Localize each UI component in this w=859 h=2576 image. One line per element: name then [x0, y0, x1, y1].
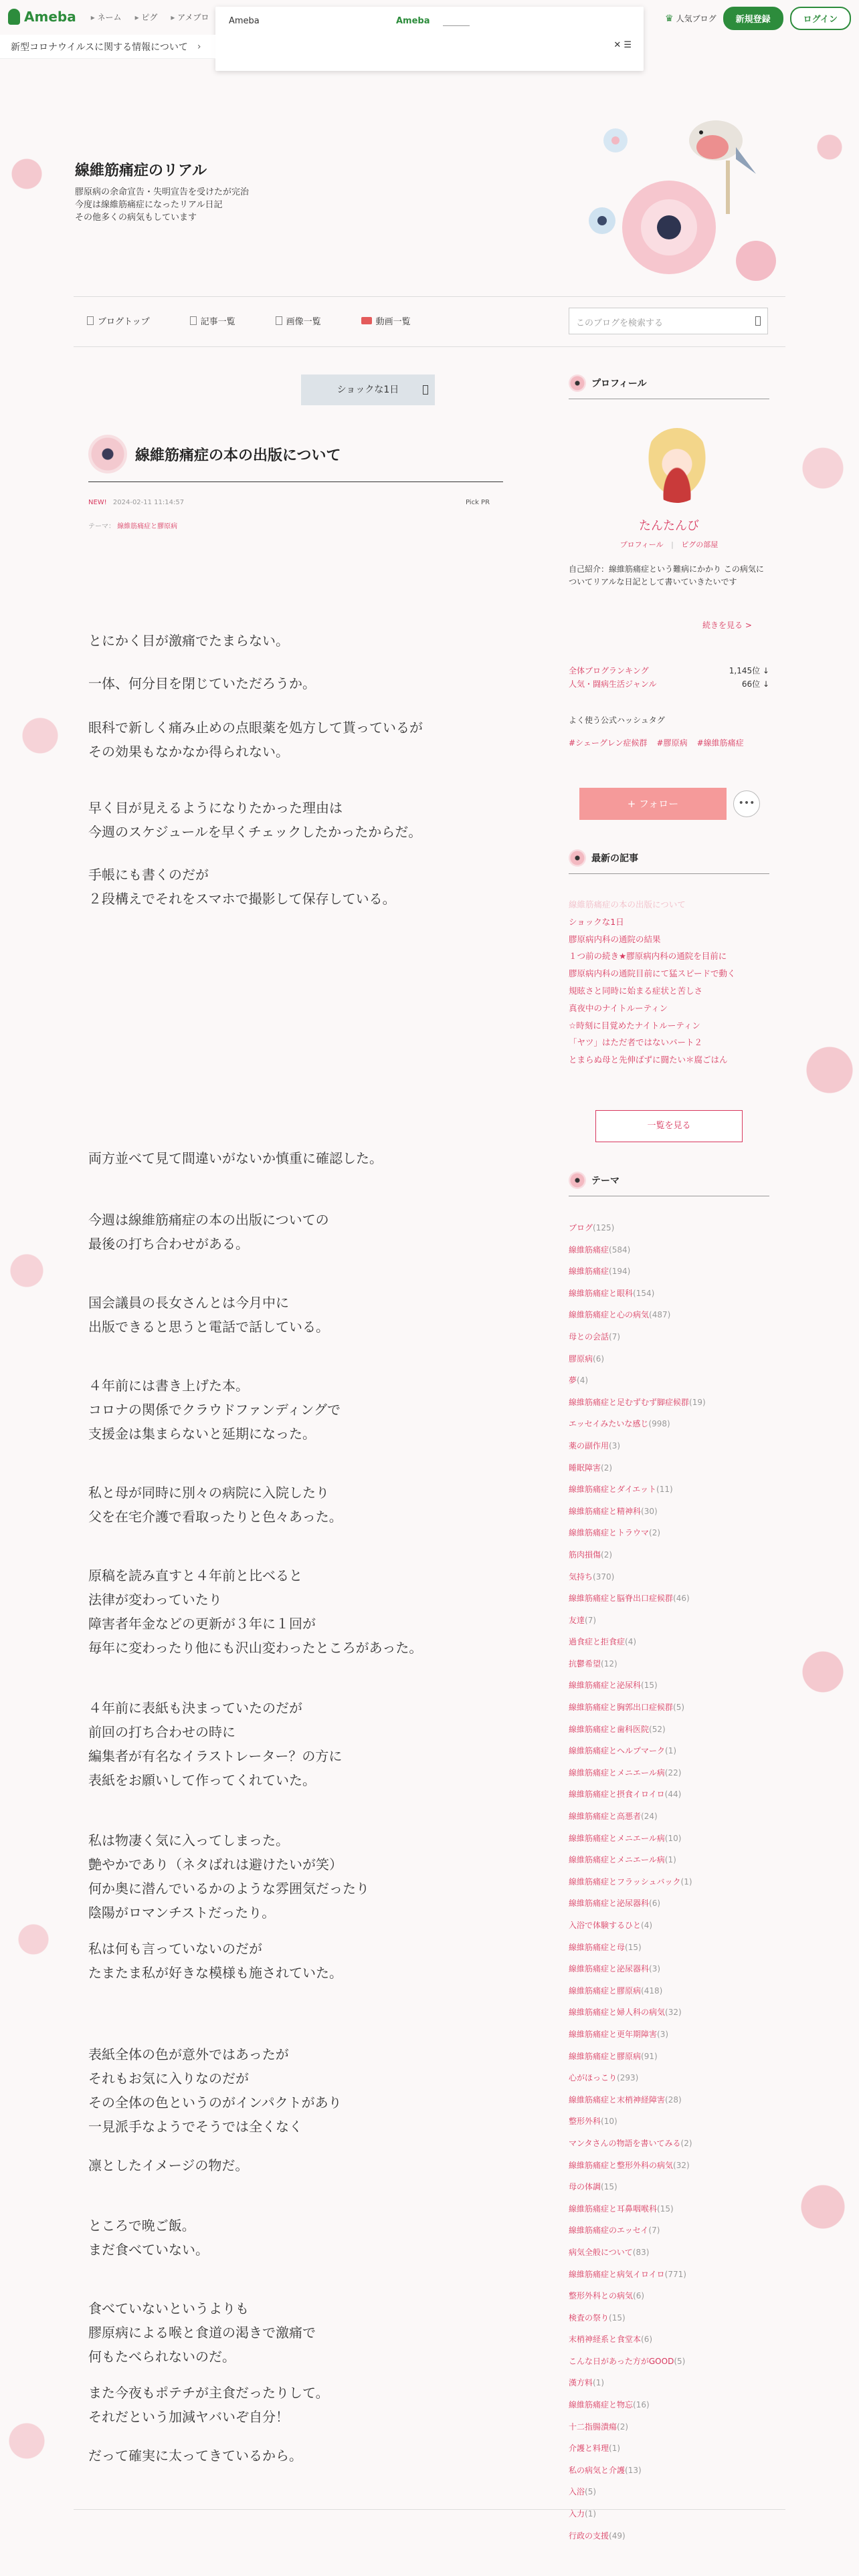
news-text: 新型コロナウイルスに関する情報について — [11, 41, 188, 53]
blog-nav — [87, 314, 411, 327]
theme-list — [569, 1217, 769, 2547]
top-link-pigg[interactable]: ▸ ピグ — [135, 11, 158, 23]
entry-paragraph — [88, 2381, 490, 2429]
theme-item[interactable]: 線維筋痛症と摂食イロイロ(44) — [569, 1790, 682, 1800]
recent-article-link[interactable]: ショックな1日 — [569, 916, 624, 927]
nav-blog-top[interactable]: ブログトップ — [87, 314, 150, 327]
entry-line: それもお気に入りなのだが — [88, 2070, 249, 2086]
entry-line: 最後の打ち合わせがある。 — [88, 1236, 249, 1252]
theme-item[interactable]: 整形外科(10) — [569, 2117, 617, 2127]
recent-article-link[interactable]: 線維筋痛症の本の出版について — [569, 899, 686, 909]
recent-heading: 最新の記事 — [569, 849, 769, 874]
pigg-room-link[interactable]: ピグの部屋 — [681, 540, 719, 549]
recent-article-link[interactable]: 真夜中のナイトルーティン — [569, 1002, 668, 1013]
top-link-name[interactable]: ▸ ネーム — [91, 11, 122, 23]
entry-header — [88, 435, 503, 475]
hashtag[interactable]: #線維筋痛症 — [696, 738, 744, 748]
entry-line: 早く目が見えるようになりたかった理由は — [88, 800, 343, 816]
entry-line: 凛としたイメージの物だ。 — [88, 2157, 249, 2173]
flower-icon — [88, 435, 127, 473]
theme-item[interactable]: 線維筋痛症と脳脊出口症候群(46) — [569, 1594, 690, 1604]
theme-item[interactable]: 友達(7) — [569, 1615, 597, 1625]
theme-item[interactable]: 線維筋痛症とメニエール病(10) — [569, 1833, 682, 1843]
entry-line: だって確実に太ってきているから。 — [88, 2448, 302, 2464]
entry-line: とにかく目が激痛でたまらない。 — [88, 633, 289, 649]
top-link-ameblo[interactable]: ▸ アメブロ — [171, 11, 209, 23]
theme-item[interactable]: 線維筋痛症とメニエール病(22) — [569, 1767, 682, 1778]
theme-item[interactable]: こんな日があった方がGOOD(5) — [569, 2356, 686, 2366]
entry-line: ４年前には書き上げた本。 — [88, 1378, 249, 1394]
theme-item[interactable]: 線維筋痛症と更年期障害(3) — [569, 2029, 669, 2039]
ranking-overall[interactable]: 全体ブログランキング 1,145位 ↓ — [569, 666, 769, 675]
entry-line: 陰陽がロマンチストだったり。 — [88, 1905, 276, 1921]
hashtag[interactable]: #シェーグレン症候群 — [569, 738, 648, 748]
profile-more-link[interactable]: 続きを見る > — [702, 621, 752, 630]
flower-icon — [569, 374, 586, 392]
entry-paragraph — [88, 863, 490, 911]
theme-item[interactable]: 線維筋痛症と母(15) — [569, 1942, 642, 1952]
theme-item[interactable]: 線維筋痛症と耳鼻咽喉科(15) — [569, 2204, 674, 2214]
entry-line: 前回の打ち合わせの時に — [88, 1724, 235, 1740]
more-options-button[interactable]: ••• — [733, 790, 760, 817]
entry-paragraph — [88, 1481, 490, 1529]
theme-item[interactable]: 気持ち(370) — [569, 1572, 615, 1582]
nav-divider-bottom — [74, 346, 785, 347]
theme-item[interactable]: 線維筋痛症と足むずむず脚症候群(19) — [569, 1397, 706, 1407]
theme-item[interactable]: 線維筋痛症と高悪者(24) — [569, 1812, 658, 1822]
theme-item[interactable]: 私の病気と介護(13) — [569, 2465, 642, 2475]
entry-line: 私と母が同時に別々の病院に入院したり — [88, 1485, 329, 1501]
flower-icon — [569, 1172, 586, 1189]
entry-line: 何か奥に潜んでいるかのような雰囲気だったり — [88, 1881, 369, 1897]
hashtag-title: よく使う公式ハッシュタグ — [569, 716, 665, 725]
entry-line: 表紙をお願いして作ってくれていた。 — [88, 1772, 316, 1788]
register-button[interactable]: 新規登録 — [723, 7, 783, 30]
theme-item[interactable]: 線維筋痛症と精神科(30) — [569, 1506, 658, 1516]
entry-paragraph — [88, 1564, 490, 1660]
theme-item[interactable]: 線維筋痛症と末梢神経障害(28) — [569, 2095, 682, 2105]
ameba-logo-icon — [8, 9, 20, 25]
blog-title[interactable]: 線維筋痛症のリアル — [75, 163, 207, 179]
recent-article-link[interactable]: 膠原病内科の通院の結果 — [569, 934, 661, 944]
theme-item[interactable]: 線維筋痛症とヘルプマーク(1) — [569, 1746, 677, 1756]
entry-line: 両方並べて見て間違いがないか慎重に確認した。 — [88, 1150, 383, 1166]
bookmark-icon — [423, 385, 428, 395]
entry-paragraph — [88, 1696, 490, 1792]
entry-paragraph — [88, 2296, 490, 2369]
entry-line: 父を在宅介護で看取ったりと色々あった。 — [88, 1509, 343, 1525]
theme-item[interactable]: 線維筋痛症と心の病気(487) — [569, 1310, 671, 1320]
theme-item[interactable]: エッセイみたいな感じ(998) — [569, 1419, 670, 1429]
entry-line: ２段構えでそれをスマホで撮影して保存している。 — [88, 891, 396, 907]
entry-line: コロナの関係でクラウドファンディングで — [88, 1402, 341, 1418]
profile-links: プロフィール | ピグの部屋 — [619, 540, 719, 549]
entry-line: その全体の色というのがインパクトがあり — [88, 2095, 342, 2111]
theme-item[interactable]: 線維筋痛症とメニエール病(1) — [569, 1855, 676, 1865]
entry-line: 食べていないというよりも — [88, 2300, 249, 2317]
entry-paragraph — [88, 1374, 490, 1446]
news-bar[interactable] — [0, 35, 215, 59]
hashtag[interactable]: #膠原病 — [656, 738, 688, 748]
theme-item[interactable]: 夢(4) — [569, 1376, 589, 1386]
theme-item[interactable]: 母との会話(7) — [569, 1331, 621, 1341]
follow-button[interactable]: + フォロー — [579, 788, 727, 820]
theme-item[interactable]: 病気全般について(83) — [569, 2247, 650, 2257]
entry-line: ところで晩ご飯。 — [88, 2218, 195, 2234]
entry-paragraph — [88, 796, 490, 844]
popup-label: Ameba — [229, 16, 260, 26]
entry-line: 今週のスケジュールを早くチェックしたかったからだ。 — [88, 824, 422, 840]
theme-item[interactable]: 母の体調(15) — [569, 2182, 617, 2192]
entry-date: NEW! 2024-02-11 11:14:57 — [88, 499, 185, 506]
entry-line: 今週は線維筋痛症の本の出版についての — [88, 1212, 329, 1228]
popular-blog-link[interactable]: ♛ 人気ブログ — [665, 13, 717, 24]
entry-paragraph — [88, 2042, 490, 2139]
nav-images[interactable]: 画像一覧 — [276, 314, 321, 327]
entry-line: 私は何も言っていないのだが — [88, 1941, 262, 1957]
theme-item[interactable]: 線維筋痛症と婦人科の病気(32) — [569, 2008, 682, 2018]
entry-paragraph — [88, 1208, 490, 1256]
entry-line: 膠原病による喉と食道の渇きで激痛で — [88, 2325, 316, 2341]
entry-title-rule — [88, 481, 503, 482]
nav-videos[interactable]: 動画一覧 — [361, 314, 411, 327]
theme-item[interactable]: 心がほっこり(293) — [569, 2073, 639, 2083]
theme-item[interactable]: ブログ(125) — [569, 1223, 615, 1232]
theme-item[interactable]: 検査の祭り(15) — [569, 2313, 626, 2323]
entry-line: 支援金は集まらないと延期になった。 — [88, 1426, 316, 1442]
theme-item[interactable]: 線維筋痛症と膠原病(91) — [569, 2051, 658, 2061]
recent-article-link[interactable]: とまらぬ母と先伸ばずに闘たい＊腐ごはん — [569, 1055, 728, 1065]
theme-item[interactable]: 介護と料理(1) — [569, 2444, 621, 2454]
pick-pr-link[interactable]: Pick PR — [466, 499, 490, 506]
recent-list — [569, 896, 769, 1069]
entry-line: ４年前に表紙も決まっていたのだが — [88, 1700, 302, 1716]
login-button[interactable]: ログイン — [790, 7, 851, 30]
theme-item[interactable]: 整形外科との病気(6) — [569, 2291, 645, 2301]
document-icon — [190, 316, 197, 325]
entry-paragraph — [88, 671, 490, 695]
theme-heading: テーマ — [569, 1172, 769, 1196]
entry-paragraph — [88, 629, 490, 653]
theme-item[interactable]: 膠原病(6) — [569, 1354, 605, 1364]
recent-article-link[interactable]: １つ前の続き★膠原病内科の通院を目前に — [569, 951, 727, 962]
ameba-logo[interactable]: Ameba — [8, 9, 76, 25]
theme-item[interactable]: 線維筋痛症と歯科医院(52) — [569, 1724, 666, 1734]
video-icon — [361, 317, 372, 324]
theme-item[interactable]: 線維筋痛症と物忘(16) — [569, 2400, 650, 2410]
entry-line: 手帳にも書くのだが — [88, 867, 209, 883]
entry-line: 法律が変わっていたり — [88, 1592, 222, 1608]
theme-item[interactable]: 行政の支援(49) — [569, 2531, 626, 2541]
view-all-button[interactable]: 一覧を見る — [595, 1110, 743, 1142]
theme-item[interactable]: 線維筋痛症と胸郭出口症候群(5) — [569, 1703, 685, 1713]
theme-item[interactable]: 入浴(5) — [569, 2487, 597, 2497]
entry-paragraph — [88, 1828, 490, 1925]
theme-item[interactable]: 線維筋痛症とトラウマ(2) — [569, 1528, 661, 1538]
entry-line: 一体、何分目を閉じていただろうか。 — [88, 675, 316, 691]
crown-icon: ♛ — [665, 13, 674, 24]
theme-item[interactable]: 線維筋痛症(584) — [569, 1245, 631, 1255]
profile-link[interactable]: プロフィール — [619, 540, 664, 549]
theme-item[interactable]: 線維筋痛症(194) — [569, 1267, 631, 1277]
entry-line: 何もたべられないのだ。 — [88, 2349, 235, 2365]
entry-paragraph — [88, 1937, 490, 1985]
theme-item[interactable]: 筋肉損傷(2) — [569, 1549, 613, 1560]
theme-item[interactable]: 薬の副作用(3) — [569, 1440, 621, 1451]
theme-item[interactable]: 末梢神経系と食堂本(6) — [569, 2335, 653, 2345]
theme-item[interactable]: 線維筋痛症と泌尿器科(3) — [569, 1964, 661, 1974]
entry-line: たまたま私が好きな模様も施されていた。 — [88, 1965, 343, 1981]
search-icon[interactable] — [755, 316, 761, 326]
flower-icon — [569, 849, 586, 867]
ranking-genre[interactable]: 人気・闘病生活ジャンル 66位 ↓ — [569, 679, 769, 689]
entry-paragraph — [88, 716, 490, 764]
theme-item[interactable]: 線維筋痛症のエッセイ(7) — [569, 2226, 660, 2236]
recent-article-link[interactable]: 膠原病内科の通院目前にて猛スピードで動く — [569, 968, 736, 979]
entry-line: 出版できると思うと電話で話している。 — [88, 1319, 329, 1335]
entry-line: 原稿を読み直すと４年前と比べると — [88, 1568, 302, 1584]
prev-entry-button[interactable]: ショックな1日 — [301, 374, 435, 405]
theme-item[interactable]: 入浴で体験するひと(4) — [569, 1921, 653, 1930]
theme-item[interactable]: 線維筋痛症と泌尿器科(6) — [569, 1899, 661, 1909]
entry-line: まだ食べていない。 — [88, 2242, 209, 2258]
theme-item[interactable]: 線維筋痛症と眼科(154) — [569, 1288, 655, 1298]
theme-item[interactable]: 抗鬱希望(12) — [569, 1658, 617, 1669]
entry-line: 表紙全体の色が意外ではあったが — [88, 2046, 289, 2062]
popup-close-icon[interactable]: ✕ ☰ — [613, 40, 632, 50]
theme-item[interactable]: 線維筋痛症と泌尿科(15) — [569, 1681, 658, 1691]
entry-line: 障害者年金などの更新が３年に１回が — [88, 1616, 316, 1632]
entry-line: 私は物凄く気に入ってしまった。 — [88, 1832, 289, 1848]
header-flower-bird-illustration — [582, 100, 783, 288]
popup-ameba-link[interactable]: Ameba — [396, 16, 430, 26]
entry-line: その効果もなかなか得られない。 — [88, 744, 289, 760]
hashtag-list — [569, 737, 744, 748]
theme-item[interactable]: 睡眠障害(2) — [569, 1463, 613, 1473]
theme-item[interactable]: 線維筋痛症と病気イロイロ(771) — [569, 2269, 686, 2279]
entry-line: 艶やかであり（ネタばれは避けたいが笑） — [88, 1856, 343, 1872]
entry-paragraph — [88, 2214, 490, 2262]
top-links — [91, 11, 209, 23]
entry-line: 毎年に変わったり他にも沢山変わったところがあった。 — [88, 1640, 423, 1656]
nav-divider-top — [74, 296, 785, 297]
recent-article-link[interactable]: 規眩さと同時に始まる症状と苦しさ — [569, 985, 703, 996]
popup-underline — [443, 25, 470, 26]
avatar[interactable] — [644, 428, 710, 503]
theme-item[interactable]: マンタさんの物語を書いてみる(2) — [569, 2138, 692, 2148]
image-icon — [276, 316, 282, 325]
entry-theme: テーマ： 線維筋痛症と膠原病 — [88, 523, 178, 530]
theme-item[interactable]: 入力(1) — [569, 2509, 597, 2519]
blog-search-input[interactable]: このブログを検索する — [569, 308, 768, 334]
theme-item[interactable]: 線維筋痛症と整形外科の病気(32) — [569, 2160, 690, 2170]
theme-item[interactable]: 過食症と拒食症(4) — [569, 1637, 637, 1647]
entry-line: 一見派手なようでそうでは全くなく — [88, 2119, 302, 2135]
nav-articles[interactable]: 記事一覧 — [190, 314, 235, 327]
pink-flower — [736, 241, 776, 281]
entry-line: 国会議員の長女さんとは今月中に — [88, 1295, 289, 1311]
theme-item[interactable]: 線維筋痛症とダイエット(11) — [569, 1485, 673, 1495]
profile-intro: 自己紹介：線維筋痛症という難病にかかり この病気についてリアルな日記として書いていきたいです — [569, 564, 764, 586]
entry-paragraph — [88, 2444, 490, 2468]
entry-line: 編集者が有名なイラストレーター？の方に — [88, 1748, 343, 1764]
chevron-right-icon: › — [197, 41, 201, 52]
theme-link[interactable]: 線維筋痛症と膠原病 — [117, 523, 178, 530]
theme-item[interactable]: 線維筋痛症と膠原病(418) — [569, 1985, 663, 1996]
entry-paragraph — [88, 1146, 490, 1170]
entry-line: 眼科で新しく痛み止めの点眼薬を処方して貰っているが — [88, 720, 423, 736]
new-badge: NEW! — [88, 499, 107, 506]
header-popup — [215, 7, 644, 71]
theme-item[interactable]: 線維筋痛症とフラッシュバック(1) — [569, 1876, 692, 1887]
profile-heading: プロフィール — [569, 374, 769, 399]
entry-paragraph — [88, 1291, 490, 1339]
entry-line: また今夜もポテチが主食だったりして。 — [88, 2385, 329, 2401]
entry-title[interactable]: 線維筋痛症の本の出版について — [135, 447, 341, 464]
bookmark-icon — [87, 316, 94, 325]
recent-article-link[interactable]: ☆時刻に目覚めたナイトルーティン — [569, 1020, 700, 1031]
entry-paragraph — [88, 2153, 490, 2177]
theme-item[interactable]: 十二指腸潰瘍(2) — [569, 2422, 629, 2432]
theme-item[interactable]: 漢方料(1) — [569, 2378, 605, 2388]
profile-name[interactable]: たんたんび — [639, 519, 699, 533]
blog-description: 膠原病の余命宣告・失明宣告を受けたが完治 今度は線維筋痛症になったリアル日記 その他多くの病気もしています — [75, 187, 250, 223]
entry-line: それだという加減ヤバいぞ自分！ — [88, 2409, 289, 2425]
recent-article-link[interactable]: 「ヤツ」はただ者ではないパート２ — [569, 1037, 703, 1048]
